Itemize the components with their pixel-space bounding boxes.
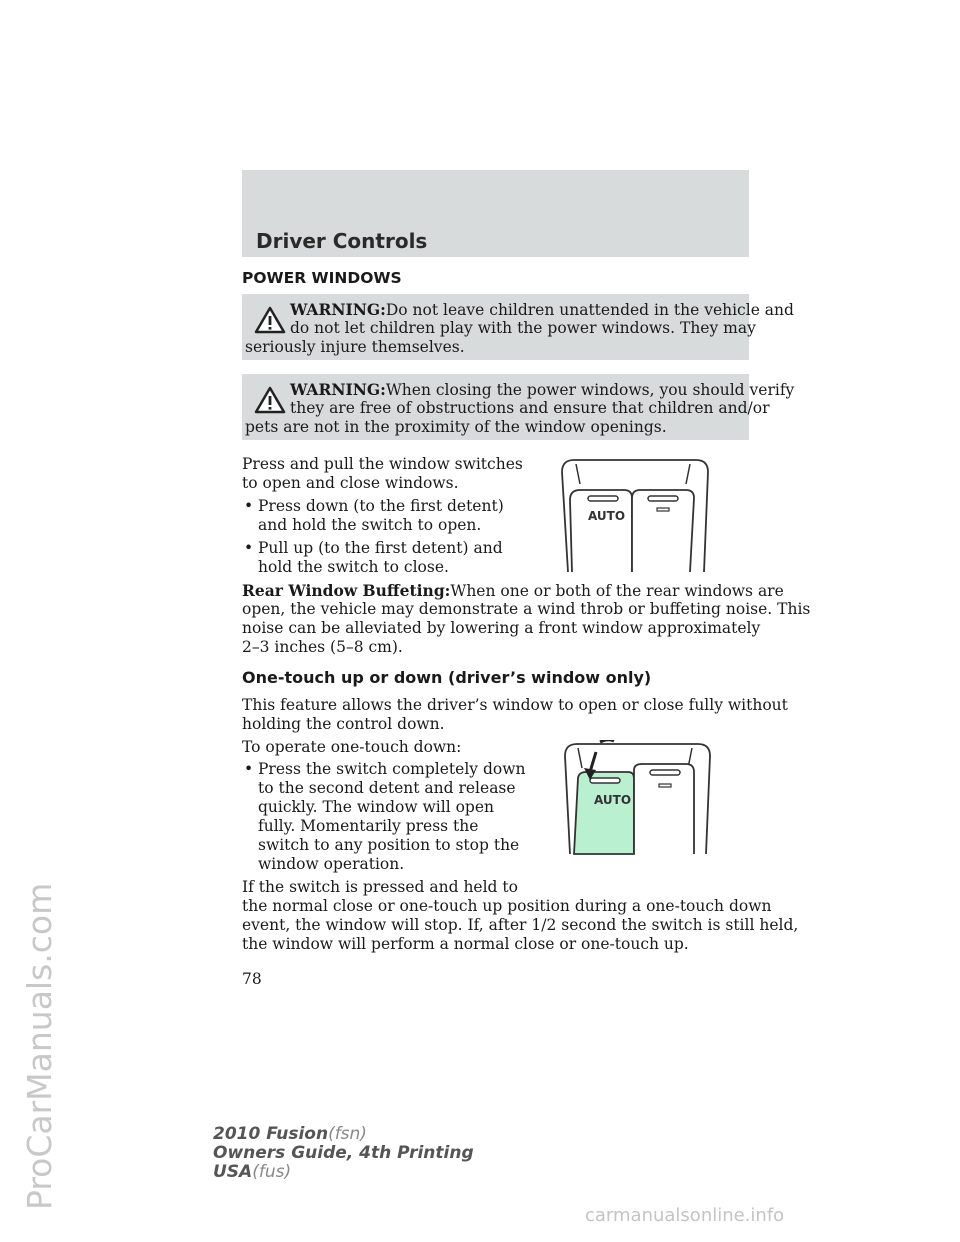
- bullet-text: window operation.: [258, 855, 405, 873]
- held-text: the normal close or one-touch up position during a one-touch down: [242, 897, 772, 915]
- footer-model-code: (fsn): [328, 1124, 367, 1144]
- intro-line: to open and close windows.: [242, 474, 459, 492]
- warning-box-1: [242, 294, 794, 360]
- buffeting-text: When one or both of the rear windows are: [450, 582, 784, 600]
- side-watermark: ProCarManuals.com: [20, 882, 59, 1210]
- auto-label: AUTO: [594, 793, 632, 807]
- footer-line-3: [213, 1162, 291, 1182]
- bullet-text: switch to any position to stop the: [258, 836, 520, 854]
- footer-market-code: (fus): [252, 1162, 292, 1182]
- held-text: If the switch is pressed and held to: [242, 878, 518, 896]
- bottom-watermark: carmanualsonline.info: [585, 1205, 785, 1226]
- bullet-text: Pull up (to the first detent) and: [258, 539, 503, 557]
- warning-text: do not let children play with the power windows. They may: [290, 319, 756, 337]
- held-text: the window will perform a normal close or one-touch up.: [242, 935, 689, 953]
- page-number: 78: [242, 970, 262, 988]
- bullet-text: and hold the switch to open.: [258, 516, 482, 534]
- footer-line-1: [213, 1124, 367, 1144]
- warning-box-2: [242, 374, 795, 440]
- warning-text: pets are not in the proximity of the window openings.: [245, 418, 667, 436]
- bullet-text: quickly. The window will open: [258, 798, 494, 816]
- warning-text: Do not leave children unattended in the vehicle and: [385, 301, 794, 319]
- feature-text: This feature allows the driver’s window to open or close fully without: [242, 696, 788, 714]
- feature-text: holding the control down.: [242, 715, 445, 733]
- footer-market: USA: [213, 1162, 253, 1182]
- bullet-dot: •: [244, 497, 254, 515]
- section-heading: POWER WINDOWS: [242, 269, 402, 287]
- footer-model: 2010 Fusion: [213, 1124, 329, 1144]
- bullet-dot: •: [244, 539, 254, 557]
- bullet-text: Press down (to the first detent): [258, 497, 504, 515]
- bullet-dot: •: [244, 760, 254, 778]
- warning-text: seriously injure themselves.: [245, 338, 465, 356]
- page-section-title: Driver Controls: [256, 229, 428, 253]
- bullet-text: fully. Momentarily press the: [258, 817, 479, 835]
- bullet-text: hold the switch to close.: [258, 558, 449, 576]
- buffeting-text: noise can be alleviated by lowering a front window approximately: [242, 619, 761, 637]
- warning-text: they are free of obstructions and ensure that children and/or: [290, 399, 770, 417]
- buffeting-text: open, the vehicle may demonstrate a wind throb or buffeting noise. This: [242, 600, 811, 618]
- window-switch-diagram: [558, 456, 710, 574]
- footer-line-2: Owners Guide, 4th Printing: [213, 1143, 474, 1163]
- bullet-text: to the second detent and release: [258, 779, 516, 797]
- one-touch-switch-diagram: [562, 740, 712, 856]
- buffeting-label: Rear Window Buffeting:: [242, 581, 451, 600]
- held-text: event, the window will stop. If, after 1/2 second the switch is still held,: [242, 916, 799, 934]
- warning-label: WARNING:: [290, 380, 386, 399]
- bullet-text: Press the switch completely down: [258, 760, 526, 778]
- intro-line: Press and pull the window switches: [242, 455, 523, 473]
- warning-triangle-icon: [254, 386, 286, 414]
- subheading: One-touch up or down (driver’s window only): [242, 668, 652, 687]
- warning-triangle-icon: [254, 306, 286, 334]
- operate-text: To operate one-touch down:: [242, 738, 462, 756]
- buffeting-text: 2–3 inches (5–8 cm).: [242, 638, 403, 656]
- warning-text: When closing the power windows, you should verify: [385, 381, 795, 399]
- auto-label: AUTO: [588, 509, 626, 523]
- warning-label: WARNING:: [290, 300, 386, 319]
